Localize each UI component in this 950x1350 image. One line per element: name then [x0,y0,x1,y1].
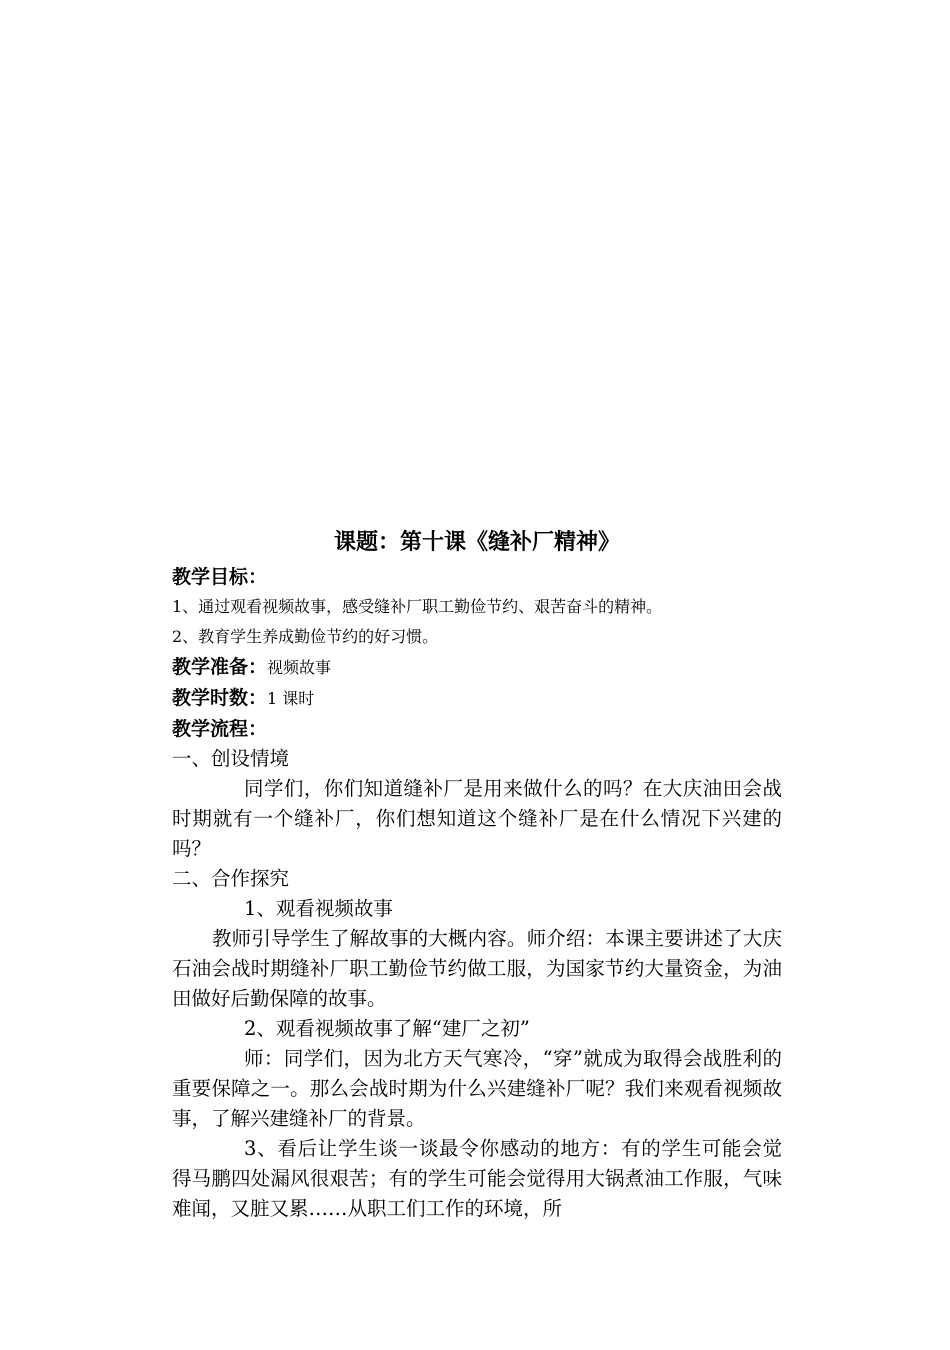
section-1-heading: 一、创设情境 [172,747,290,770]
goal-item-2: 2、教育学生养成勤俭节约的好习惯。 [172,627,439,646]
section-2-paragraph-3: 3、看后让学生谈一谈最令你感动的地方：有的学生可能会觉得马鹏四处漏风很艰苦；有的学生可能会觉得用大锅煮油工作服，气味难闻，又脏又累……从职工们工作的环境，所 [172,1137,782,1220]
time-row [172,683,782,714]
section-2-heading: 二、合作探究 [172,867,290,890]
section-2-paragraph-2: 师：同学们，因为北方天气寒冷，“穿”就成为取得会战胜利的重要保障之一。那么会战时期为什么兴建缝补厂呢？我们来观看视频故事，了解兴建缝补厂的背景。 [172,1047,782,1130]
section-1-paragraph: 同学们，你们知道缝补厂是用来做什么的吗？在大庆油田会战时期就有一个缝补厂，你们想知道这个缝补厂是在什么情况下兴建的吗？ [172,777,782,860]
prep-value: 视频故事 [267,658,332,677]
time-label: 教学时数： [172,687,268,709]
page-title: 课题：第十课《缝补厂精神》 [333,529,620,555]
goals-heading: 教学目标： [172,566,268,588]
prep-row [172,652,782,683]
goal-item-1: 1、通过观看视频故事，感受缝补厂职工勤俭节约、艰苦奋斗的精神。 [172,597,663,616]
flow-heading: 教学流程： [172,718,268,740]
time-value: 1 课时 [267,689,315,708]
section-2-sub-2: 2、观看视频故事了解“建厂之初” [244,1017,530,1040]
document-content [172,522,782,1224]
section-2-paragraph-1: 教师引导学生了解故事的大概内容。师介绍：本课主要讲述了大庆石油会战时期缝补厂职工勤俭节约做工服，为国家节约大量资金，为油田做好后勤保障的故事。 [172,927,782,1010]
section-2-sub-1: 1、观看视频故事 [244,897,393,920]
prep-label: 教学准备： [172,656,268,678]
